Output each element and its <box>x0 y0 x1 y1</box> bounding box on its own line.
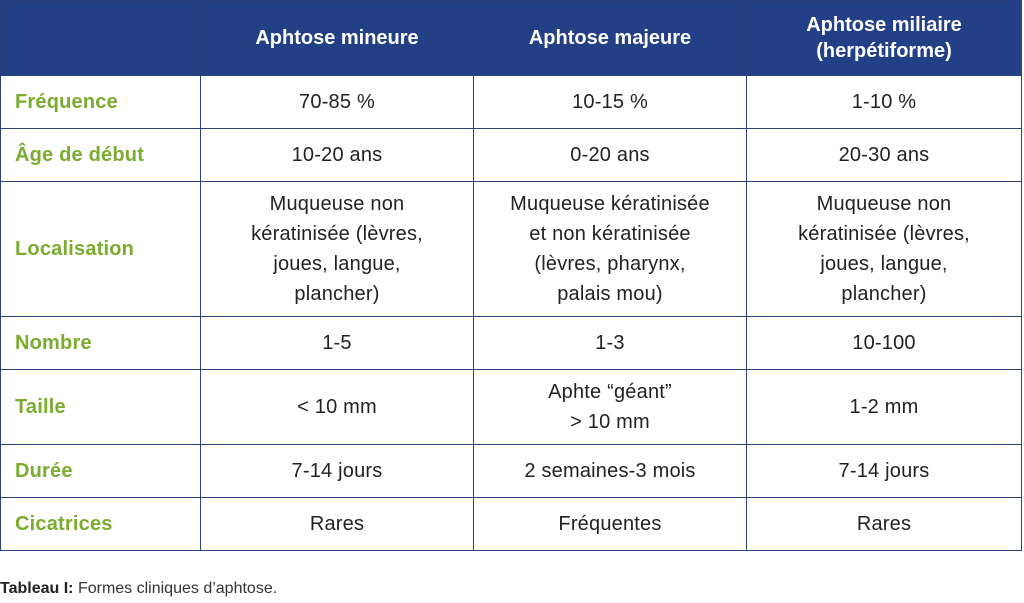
cell-value: 10-20 ans <box>201 129 474 182</box>
cell-value: < 10 mm <box>201 370 474 445</box>
header-corner-cell <box>1 1 201 76</box>
cell-value: Aphte “géant” > 10 mm <box>474 370 747 445</box>
cell-value: 2 semaines-3 mois <box>474 445 747 498</box>
header-aphtose-mineure: Aphtose mineure <box>201 1 474 76</box>
table-header-row <box>1 1 1022 76</box>
cell-value: 10-100 <box>747 317 1022 370</box>
table-row <box>1 182 1022 317</box>
row-label-localisation: Localisation <box>1 182 201 317</box>
table-row <box>1 498 1022 551</box>
caption-text: Formes cliniques d’aphtose. <box>73 580 278 597</box>
row-label-taille: Taille <box>1 370 201 445</box>
cell-value: 7-14 jours <box>201 445 474 498</box>
cell-value: 10-15 % <box>474 76 747 129</box>
cell-value: Rares <box>201 498 474 551</box>
cell-value: 7-14 jours <box>747 445 1022 498</box>
row-label-cicatrices: Cicatrices <box>1 498 201 551</box>
row-label-frequence: Fréquence <box>1 76 201 129</box>
row-label-nombre: Nombre <box>1 317 201 370</box>
table-caption <box>0 580 277 598</box>
cell-value: Muqueuse kératinisée et non kératinisée (lèvres, pharynx, palais mou) <box>474 182 747 317</box>
table-row <box>1 445 1022 498</box>
cell-value: 70-85 % <box>201 76 474 129</box>
cell-value: Muqueuse non kératinisée (lèvres, joues, langue, plancher) <box>747 182 1022 317</box>
header-aphtose-miliaire: Aphtose miliaire (herpétiforme) <box>747 1 1022 76</box>
cell-value: 1-2 mm <box>747 370 1022 445</box>
cell-value: 20-30 ans <box>747 129 1022 182</box>
table-row <box>1 76 1022 129</box>
table-row <box>1 317 1022 370</box>
table-row <box>1 129 1022 182</box>
header-aphtose-majeure: Aphtose majeure <box>474 1 747 76</box>
cell-value: Muqueuse non kératinisée (lèvres, joues, langue, plancher) <box>201 182 474 317</box>
row-label-duree: Durée <box>1 445 201 498</box>
row-label-age-de-debut: Âge de début <box>1 129 201 182</box>
cell-value: 1-10 % <box>747 76 1022 129</box>
cell-value: 1-3 <box>474 317 747 370</box>
cell-value: 1-5 <box>201 317 474 370</box>
cell-value: Fréquentes <box>474 498 747 551</box>
table-row <box>1 370 1022 445</box>
caption-prefix: Tableau I: <box>0 580 74 597</box>
cell-value: 0-20 ans <box>474 129 747 182</box>
cell-value: Rares <box>747 498 1022 551</box>
